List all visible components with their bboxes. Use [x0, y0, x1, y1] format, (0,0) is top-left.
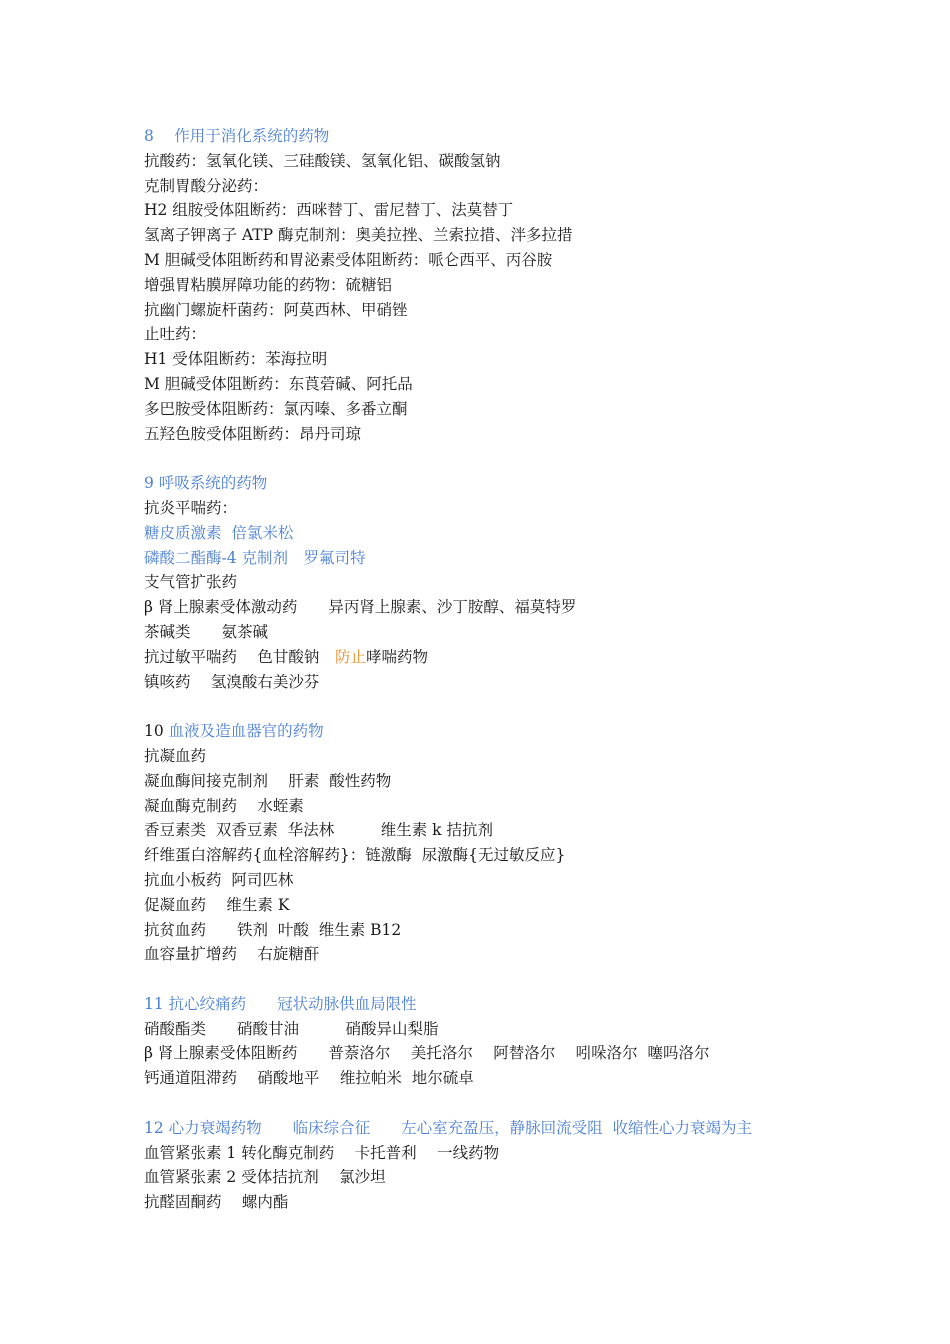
text-line: 凝血酶克制药 水蛭素	[144, 796, 304, 815]
text-line: 凝血酶间接克制剂 肝素 酸性药物	[144, 771, 392, 790]
text-line: 抗醛固酮药 螺内酯	[144, 1193, 289, 1212]
text-line: 抗贫血药 铁剂 叶酸 维生素 B12	[144, 920, 402, 939]
text-line: 血管紧张素 2 受体拮抗剂 氯沙坦	[144, 1168, 386, 1187]
text-line: 血容量扩增药 右旋糖酐	[144, 945, 320, 964]
section-12-heading: 12 心力衰竭药物 临床综合征 左心室充盈压，静脉回流受阻 收缩性心力衰竭为主	[144, 1118, 753, 1137]
mixed-prefix: 抗过敏平喘药 色甘酸钠	[144, 647, 335, 666]
spacer	[144, 694, 904, 719]
text-line: M 胆碱受体阻断药：东莨菪碱、阿托品	[144, 374, 413, 393]
text-line: β 肾上腺素受体阻断药 普萘洛尔 美托洛尔 阿替洛尔 吲哚洛尔 噻吗洛尔	[144, 1044, 710, 1063]
text-line: 五羟色胺受体阻断药：昂丹司琼	[144, 424, 362, 443]
spacer	[144, 967, 904, 992]
text-line: 促凝血药 维生素 K	[144, 895, 290, 914]
text-line: H2 组胺受体阻断药：西咪替丁、雷尼替丁、法莫替丁	[144, 201, 514, 220]
text-line: 纤维蛋白溶解药{血栓溶解药}：链激酶 尿激酶{无过敏反应}	[144, 846, 566, 865]
text-line: 止吐药：	[144, 325, 207, 344]
section-10-title: 血液及造血器官的药物	[163, 722, 324, 741]
section-9-heading: 9 呼吸系统的药物	[144, 474, 268, 493]
text-line: H1 受体阻断药：苯海拉明	[144, 350, 328, 369]
mixed-highlight: 防止	[334, 647, 366, 666]
text-line-highlight: 糖皮质激素 倍氯米松	[144, 523, 294, 542]
text-line: 氢离子钾离子 ATP 酶克制剂：奥美拉挫、兰索拉措、泮多拉措	[144, 226, 573, 245]
mixed-suffix: 哮喘药物	[365, 647, 428, 666]
spacer	[144, 446, 904, 471]
text-line-mixed	[144, 645, 904, 670]
text-line: 镇咳药 氢溴酸右美沙芬	[144, 672, 320, 691]
text-line-highlight: 磷酸二酯酶-4 克制剂 罗氟司特	[144, 548, 366, 567]
text-line: 支气管扩张药	[144, 573, 238, 592]
text-line: 克制胃酸分泌药：	[144, 176, 269, 195]
text-line: 茶碱类 氨茶碱	[144, 622, 269, 641]
text-line: 抗凝血药	[144, 746, 207, 765]
text-line: 抗炎平喘药：	[144, 498, 238, 517]
section-10-heading	[144, 719, 904, 744]
section-8-heading: 8 作用于消化系统的药物	[144, 127, 330, 145]
section-11-heading: 11 抗心绞痛药 冠状动脉供血局限性	[144, 994, 417, 1013]
document-page	[144, 124, 904, 1215]
text-line: M 胆碱受体阻断药和胃泌素受体阻断药：哌仑西平、丙谷胺	[144, 250, 553, 269]
text-line: β 肾上腺素受体激动药 异丙肾上腺素、沙丁胺醇、福莫特罗	[144, 598, 577, 617]
text-line: 抗血小板药 阿司匹林	[144, 870, 294, 889]
text-line: 抗酸药：氢氧化镁、三硅酸镁、氢氧化铝、碳酸氢钠	[144, 151, 501, 170]
text-line: 香豆素类 双香豆素 华法林 维生素 k 拮抗剂	[144, 821, 493, 840]
text-line: 多巴胺受体阻断药：氯丙嗪、多番立酮	[144, 399, 408, 418]
section-10-number: 10	[144, 722, 164, 741]
text-line: 钙通道阻滞药 硝酸地平 维拉帕米 地尔硫卓	[144, 1069, 474, 1088]
text-line: 硝酸酯类 硝酸甘油 硝酸异山梨脂	[144, 1019, 439, 1038]
text-line: 血管紧张素 1 转化酶克制药 卡托普利 一线药物	[144, 1143, 500, 1162]
spacer	[144, 1091, 904, 1116]
text-line: 抗幽门螺旋杆菌药：阿莫西林、甲硝锉	[144, 300, 408, 319]
text-line: 增强胃粘膜屏障功能的药物：硫糖铝	[144, 275, 393, 294]
